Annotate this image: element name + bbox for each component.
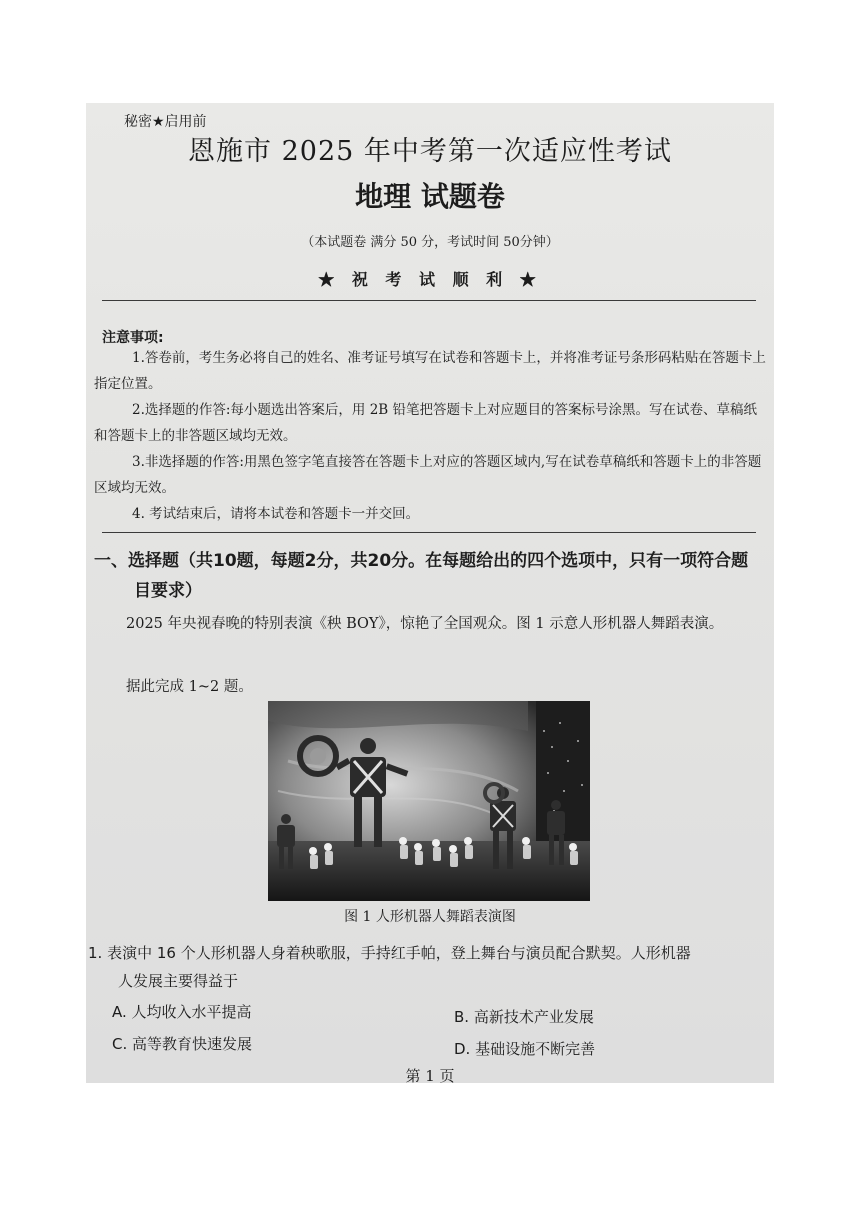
secret-label: 秘密★启用前 (124, 114, 207, 130)
option-b: B. 高新技术产业发展 (454, 1008, 594, 1026)
option-d: D. 基础设施不断完善 (454, 1040, 596, 1058)
header-divider (102, 300, 756, 301)
note-item-2: 2.选择题的作答:每小题选出答案后，用 2B 铅笔把答题卡上对应题目的答案标号涂黑。写在试卷、草稿纸和答题卡上的非答题区域均无效。 (94, 402, 758, 444)
question-1-line-2: 人发展主要得益于 (118, 972, 239, 990)
subject-title: 地理 试题卷 (355, 180, 505, 213)
notes-heading: 注意事项: (102, 330, 164, 346)
note-item-3: 3.非选择题的作答:用黑色签字笔直接答在答题卡上对应的答题区域内,写在试卷草稿纸和答题卡上的非答题区域均无效。 (94, 454, 762, 496)
figure-caption: 图 1 人形机器人舞蹈表演图 (344, 909, 516, 925)
robot-dance-photo (268, 701, 590, 901)
good-luck-banner: ★ 祝 考 试 顺 利 ★ (318, 270, 542, 289)
question-1-line-1: 1. 表演中 16 个人形机器人身着秧歌服，手持红手帕，登上舞台与演员配合默契。人形机器 (88, 944, 691, 962)
question-1-stem (88, 939, 772, 995)
section-heading-line-2: 目要求） (134, 581, 202, 601)
page-number: 第 1 页 (405, 1067, 455, 1083)
material-instruction: 据此完成 1~2 题。 (126, 679, 253, 695)
material-intro: 2025 年央视春晚的特别表演《秧 BOY》，惊艳了全国观众。图 1 示意人形机器人舞蹈表演。 (126, 616, 724, 632)
option-c: C. 高等教育快速发展 (112, 1035, 253, 1053)
option-a: A. 人均收入水平提高 (112, 1003, 252, 1021)
notes-divider (102, 532, 756, 533)
section-heading-line-1: 一、选择题（共10题，每题2分，共20分。在每题给出的四个选项中，只有一项符合题 (94, 551, 749, 571)
note-item-4: 4. 考试结束后，请将本试卷和答题卡一并交回。 (132, 506, 420, 522)
exam-meta: （本试题卷 满分 50 分，考试时间 50分钟） (301, 235, 559, 250)
exam-page (86, 103, 774, 1083)
note-item-1: 1.答卷前，考生务必将自己的姓名、准考证号填写在试卷和答题卡上，并将准考证号条形码粘贴在答题卡上指定位置。 (94, 350, 766, 392)
exam-title: 恩施市 2025 年中考第一次适应性考试 (188, 136, 672, 167)
section-heading (94, 546, 770, 606)
